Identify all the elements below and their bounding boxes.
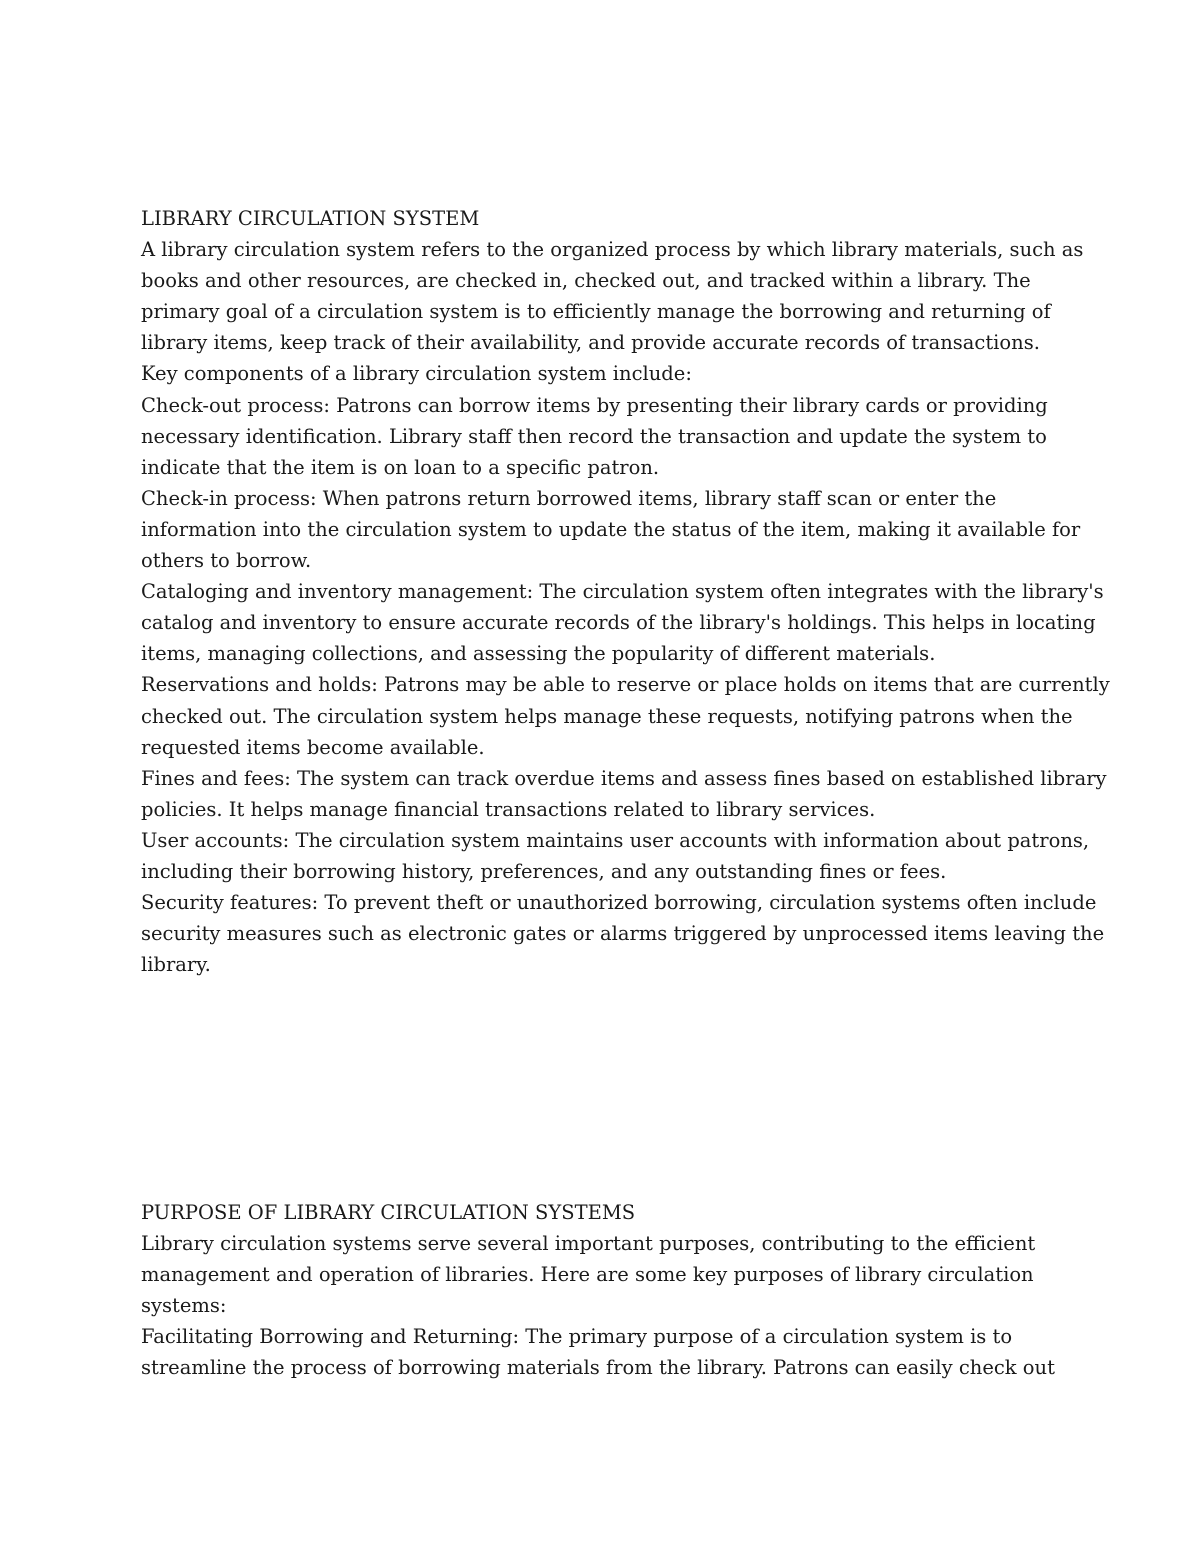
- body-line: User accounts: The circulation system maintains user accounts with information about patrons,: [141, 828, 1090, 852]
- body-line: Library circulation systems serve several important purposes, contributing to the efficient: [141, 1232, 1036, 1256]
- body-line: checked out. The circulation system helps manage these requests, notifying patrons when the: [141, 704, 1073, 728]
- body-line: streamline the process of borrowing materials from the library. Patrons can easily check out: [141, 1356, 1055, 1380]
- body-line: management and operation of libraries. Here are some key purposes of library circulation: [141, 1263, 1034, 1287]
- body-line: requested items become available.: [141, 735, 485, 759]
- body-line: Check-out process: Patrons can borrow items by presenting their library cards or providing: [141, 393, 1048, 417]
- body-line: items, managing collections, and assessing the popularity of different materials.: [141, 642, 936, 666]
- body-line: Facilitating Borrowing and Returning: The primary purpose of a circulation system is to: [141, 1325, 1013, 1349]
- body-line: security measures such as electronic gates or alarms triggered by unprocessed items leaving the: [141, 922, 1105, 946]
- body-line: including their borrowing history, preferences, and any outstanding fines or fees.: [141, 859, 947, 883]
- body-line: Security features: To prevent theft or unauthorized borrowing, circulation systems often include: [141, 891, 1097, 915]
- body-line: others to borrow.: [141, 549, 312, 573]
- body-line: indicate that the item is on loan to a specific patron.: [141, 455, 660, 479]
- body-line: Reservations and holds: Patrons may be able to reserve or place holds on items that are currently: [141, 673, 1110, 697]
- body-line: Fines and fees: The system can track overdue items and assess fines based on established library: [141, 766, 1107, 790]
- section-purpose-of-library-circulation-systems: [141, 1197, 1071, 1384]
- body-line: library items, keep track of their availability, and provide accurate records of transactions.: [141, 331, 1040, 355]
- body-line: systems:: [141, 1294, 227, 1318]
- body-line: information into the circulation system to update the status of the item, making it available for: [141, 517, 1081, 541]
- section-library-circulation-system: [141, 203, 1110, 980]
- body-line: Key components of a library circulation system include:: [141, 362, 692, 386]
- body-line: library.: [141, 953, 211, 977]
- body-line: A library circulation system refers to the organized process by which library materials, such as: [141, 238, 1084, 262]
- body-line: necessary identification. Library staff then record the transaction and update the system to: [141, 424, 1047, 448]
- section-heading: LIBRARY CIRCULATION SYSTEM: [141, 207, 480, 230]
- body-line: Check-in process: When patrons return borrowed items, library staff scan or enter the: [141, 486, 997, 510]
- section-heading: PURPOSE OF LIBRARY CIRCULATION SYSTEMS: [141, 1201, 636, 1224]
- body-line: catalog and inventory to ensure accurate records of the library's holdings. This helps in locating: [141, 611, 1096, 635]
- body-line: Cataloging and inventory management: The circulation system often integrates with the library's: [141, 580, 1104, 604]
- body-line: primary goal of a circulation system is to efficiently manage the borrowing and returning of: [141, 300, 1051, 324]
- body-line: books and other resources, are checked in, checked out, and tracked within a library. The: [141, 269, 1031, 293]
- body-line: policies. It helps manage financial transactions related to library services.: [141, 797, 876, 821]
